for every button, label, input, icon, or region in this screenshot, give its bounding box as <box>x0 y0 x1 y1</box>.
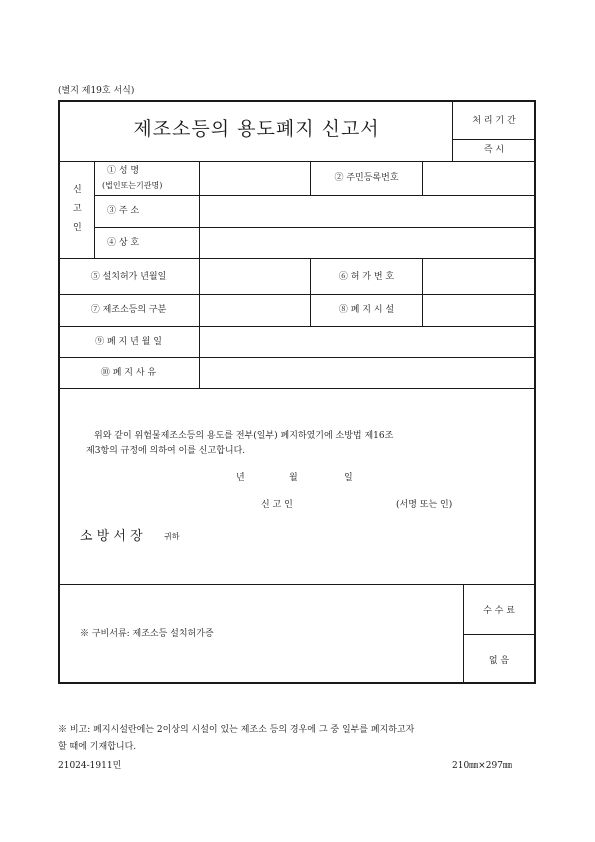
declarant-signature-field[interactable] <box>330 496 392 512</box>
date-day-label: 일 <box>344 473 353 483</box>
row-line-applicant-end <box>58 258 536 259</box>
name-field[interactable] <box>201 163 309 193</box>
rrn-field[interactable] <box>424 163 533 193</box>
attachments-note: ※ 구비서류: 제조소등 설치허가증 <box>80 629 214 639</box>
form-number: (별지 제19호 서식) <box>58 86 135 96</box>
abolish-date-label: ⑨ 폐 지 년 월 일 <box>95 337 162 347</box>
name-label: ① 성 명 <box>107 166 140 176</box>
row-line-name <box>94 195 536 196</box>
attachments-top-line <box>58 584 536 585</box>
fee-label: 수 수 료 <box>483 606 515 616</box>
form-code: 21024-1911민 <box>58 761 122 771</box>
facility-type-field[interactable] <box>201 296 309 324</box>
applicant-label-divider <box>199 161 200 258</box>
address-field[interactable] <box>201 197 533 225</box>
address-label: ③ 주 소 <box>107 206 140 216</box>
permit-number-field[interactable] <box>424 260 533 292</box>
business-name-field[interactable] <box>201 229 533 256</box>
facility-type-label: ⑦ 제조소등의 구분 <box>90 305 167 315</box>
applicant-group-char-1: 신 <box>73 185 82 195</box>
permit-label-right <box>422 258 423 326</box>
recipient-suffix: 귀하 <box>164 532 180 541</box>
abolished-facility-field[interactable] <box>424 296 533 324</box>
title-bottom-line <box>58 161 536 162</box>
remarks-line-2: 할 때에 기재합니다. <box>58 742 137 752</box>
applicant-group-divider <box>94 161 95 258</box>
rrn-label: ② 주민등록번호 <box>334 173 399 183</box>
lower-label-divider <box>199 258 200 388</box>
fee-box-divider <box>463 634 535 635</box>
row-line-abolish-date <box>58 357 536 358</box>
applicant-group-char-3: 인 <box>73 223 82 233</box>
frame-top <box>58 100 536 102</box>
signature-note: (서명 또는 인) <box>396 500 453 510</box>
row-line-address <box>94 227 536 228</box>
name-sublabel: (법인또는기관명) <box>102 181 163 190</box>
row-line-permit <box>58 294 536 295</box>
recipient-title: 소 방 서 장 <box>80 529 143 544</box>
applicant-group-char-2: 고 <box>73 204 82 214</box>
abolished-facility-label: ⑧ 폐 지 시 설 <box>338 305 395 315</box>
processing-label: 처 리 기 간 <box>472 116 516 126</box>
permit-number-label: ⑥ 허 가 번 호 <box>338 272 395 282</box>
frame-right <box>534 100 536 684</box>
frame-left <box>58 100 60 684</box>
row-line-facility <box>58 326 536 327</box>
business-name-label: ④ 상 호 <box>107 238 140 248</box>
rrn-label-right <box>422 161 423 195</box>
remarks-line-1: ※ 비고: 폐지시설란에는 2이상의 시설이 있는 제조소 등의 경우에 그 중 일부를 폐지하고자 <box>58 725 415 735</box>
permit-label-left <box>310 258 311 326</box>
date-month-label: 월 <box>289 473 298 483</box>
declaration-line-1: 위와 같이 위험물제조소등의 용도를 전부(일부) 폐지하였기에 소방법 제16조 <box>94 431 394 441</box>
abolish-reason-field[interactable] <box>201 359 533 386</box>
date-year-label: 년 <box>236 473 245 483</box>
row-line-abolish-reason <box>58 388 536 389</box>
install-date-label: ⑤ 설치허가 년월일 <box>90 272 167 282</box>
paper-size: 210㎜×297㎜ <box>452 761 512 771</box>
page-title: 제조소등의 용도폐지 신고서 <box>133 118 380 140</box>
abolish-date-field[interactable] <box>201 328 533 356</box>
frame-bottom <box>58 682 536 684</box>
processing-box-divider <box>452 139 535 140</box>
abolish-reason-label: ⑩ 폐 지 사 유 <box>100 368 157 378</box>
fee-value: 없 음 <box>488 656 510 666</box>
install-date-field[interactable] <box>201 260 309 292</box>
processing-value: 즉 시 <box>483 145 505 155</box>
declaration-line-2: 제3항의 규정에 의하여 이를 신고합니다. <box>86 446 246 456</box>
declarant-label: 신 고 인 <box>261 500 293 510</box>
